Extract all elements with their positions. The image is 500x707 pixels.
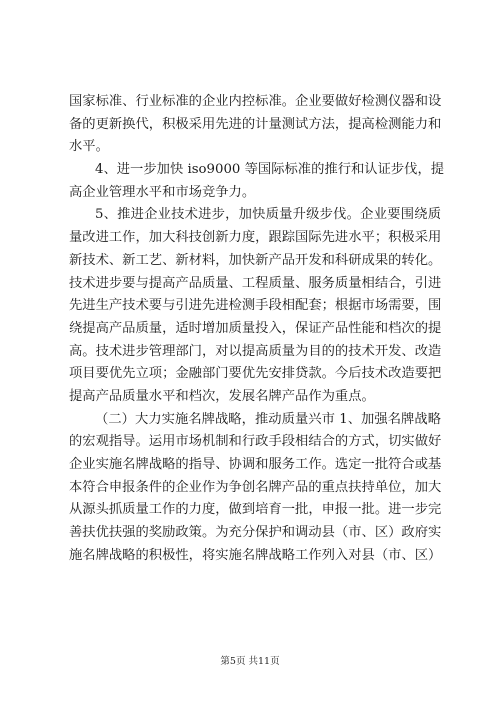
text-line: 高企业管理水平和市场竞争力。: [69, 184, 256, 200]
text-line: 的宏观指导。运用市场机制和行政手段相结合的方式，切实做好: [69, 434, 442, 450]
text-line: 国家标准、行业标准的企业内控标准。企业要做好检测仪器和设: [69, 94, 442, 109]
text-line: 高。技术进步管理部门，对以提高质量为目的的技术开发、改造: [69, 343, 442, 359]
text-line: 提高产品质量水平和档次，发展名牌产品作为重点。: [69, 388, 375, 404]
text-line: （二）大力实施名牌战略，推动质量兴市 1、加强名牌战略: [95, 411, 441, 427]
text-line: 技术进步要与提高产品质量、工程质量、服务质量相结合，引进: [69, 275, 442, 291]
text-line: 从源头抓质量工作的力度，做到培育一批，申报一批。进一步完: [69, 502, 442, 518]
text-line: 绕提高产品质量，适时增加质量投入，保证产品性能和档次的提: [69, 320, 442, 336]
page-footer: 第5页 共11页: [220, 656, 280, 667]
text-line: 善扶优扶强的奖励政策。为充分保护和调动县（市、区）政府实: [69, 525, 442, 541]
text-line: 项目要优先立项；金融部门要优先安排贷款。今后技术改造要把: [69, 366, 442, 382]
text-line: 水平。: [69, 139, 109, 155]
text-line: 量改进工作，加大科技创新力度，跟踪国际先进水平；积极采用: [69, 230, 442, 246]
text-line: 备的更新换代，积极采用先进的计量测试方法，提高检测能力和: [69, 116, 442, 132]
text-line: 4、进一步加快 iso9000 等国际标准的推行和认证步伐，提: [95, 162, 445, 178]
text-line: 新技术、新工艺、新材料，加快新产品开发和科研成果的转化。: [69, 252, 442, 268]
text-line: 施名牌战略的积极性，将实施名牌战略工作列入对县（市、区）: [69, 547, 442, 563]
text-line: 先进生产技术要与引进先进检测手段相配套；根据市场需要，围: [69, 298, 442, 314]
text-line: 本符合申报条件的企业作为争创名牌产品的重点扶持单位，加大: [69, 479, 442, 495]
text-line: 5、推进企业技术进步，加快质量升级步伐。企业要围绕质: [95, 207, 441, 223]
text-line: 企业实施名牌战略的指导、协调和服务工作。选定一批符合或基: [69, 457, 442, 472]
body-text: [69, 91, 445, 567]
